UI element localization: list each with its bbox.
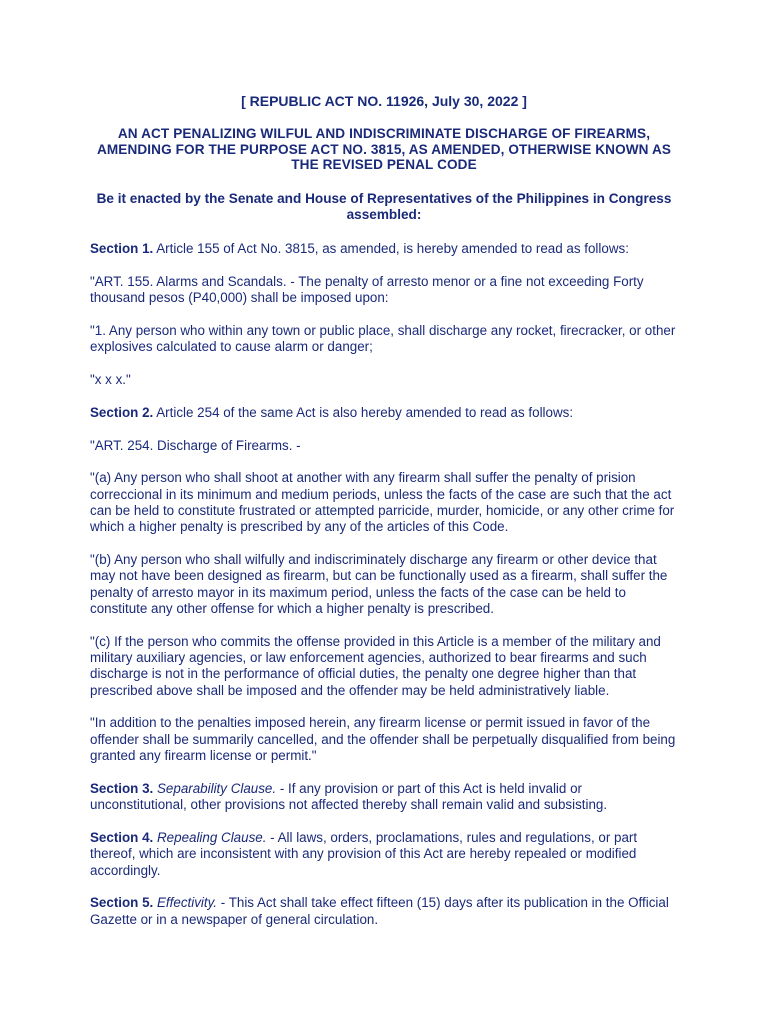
section-4-title: Repealing Clause. xyxy=(157,829,267,845)
section-1-paragraph: "ART. 155. Alarms and Scandals. - The penalty of arresto menor or a fine not exceeding Forty thousand pesos (P40,000) shall be imposed upon: xyxy=(90,273,644,306)
enacting-clause: Be it enacted by the Senate and House of Representatives of the Philippines in Congress assembled: xyxy=(96,191,672,222)
section-5-title: Effectivity. xyxy=(157,895,218,911)
section-2-paragraph: "In addition to the penalties imposed herein, any firearm license or permit issued in favor of the offender shall be summarily cancelled, and the offender shall be perpetually disqualified from being granted any firearm license or permit." xyxy=(90,715,676,764)
section-4-label: Section 4. xyxy=(90,829,154,845)
section-5-text: - This Act shall take effect fifteen (15) days after its publication in the Official Gazette or in a newspaper of general circulation. xyxy=(90,895,669,927)
section-2 xyxy=(90,405,682,421)
section-4-text: - All laws, orders, proclamations, rules and regulations, or part thereof, which are inconsistent with any provision of this Act are hereby repealed or modified accordingly. xyxy=(90,829,638,878)
section-5 xyxy=(90,895,682,928)
section-1-label: Section 1. xyxy=(90,241,154,256)
section-3-title: Separability Clause. xyxy=(157,780,277,796)
section-2-paragraph: "ART. 254. Discharge of Firearms. - xyxy=(90,437,301,453)
section-1 xyxy=(90,241,682,257)
section-4 xyxy=(90,830,682,879)
section-3 xyxy=(90,781,682,814)
act-title: AN ACT PENALIZING WILFUL AND INDISCRIMINATE DISCHARGE OF FIREARMS, AMENDING FOR THE PURPOSE ACT NO. 3815, AS AMENDED, OTHERWISE KNOWN AS THE REVISED PENAL CODE xyxy=(96,126,672,172)
section-3-text: - If any provision or part of this Act is held invalid or unconstitutional, other provisions not affected thereby shall remain valid and subsisting. xyxy=(90,780,608,813)
section-2-paragraph: "(b) Any person who shall wilfully and indiscriminately discharge any firearm or other device that may not have been designed as firearm, but can be functionally used as a firearm, shall suffer the penalty of arresto mayor in its maximum period, unless the facts of the case can be held to constitute any other offense for which a higher penalty is prescribed. xyxy=(90,552,668,616)
section-2-label: Section 2. xyxy=(90,404,154,420)
section-2-paragraph: "(a) Any person who shall shoot at another with any firearm shall suffer the penalty of prision correccional in its minimum and medium periods, unless the facts of the case are such that the act can be held to constitute frustrated or attempted parricide, murder, homicide, or any other crime for which a higher penalty is prescribed by any of the articles of this Code. xyxy=(90,470,675,535)
section-2-paragraph: "(c) If the person who commits the offense provided in this Article is a member of the military and military auxiliary agencies, or law enforcement agencies, authorized to bear firearms and such discharge is not in the performance of official duties, the penalty one degree higher than that prescribed above shall be imposed and the offender may be held administratively liable. xyxy=(90,633,661,698)
document-body xyxy=(90,241,682,944)
section-1-text: Article 155 of Act No. 3815, as amended, is hereby amended to read as follows: xyxy=(153,241,629,256)
section-1-paragraph: "1. Any person who within any town or public place, shall discharge any rocket, firecracker, or other explosives calculated to cause alarm or danger; xyxy=(90,322,676,355)
act-reference: [ REPUBLIC ACT NO. 11926, July 30, 2022 ] xyxy=(241,93,527,109)
section-1-paragraph: "x x x." xyxy=(90,371,131,387)
section-2-text: Article 254 of the same Act is also hereby amended to read as follows: xyxy=(153,404,574,420)
section-5-label: Section 5. xyxy=(90,895,154,911)
section-3-label: Section 3. xyxy=(90,780,154,796)
